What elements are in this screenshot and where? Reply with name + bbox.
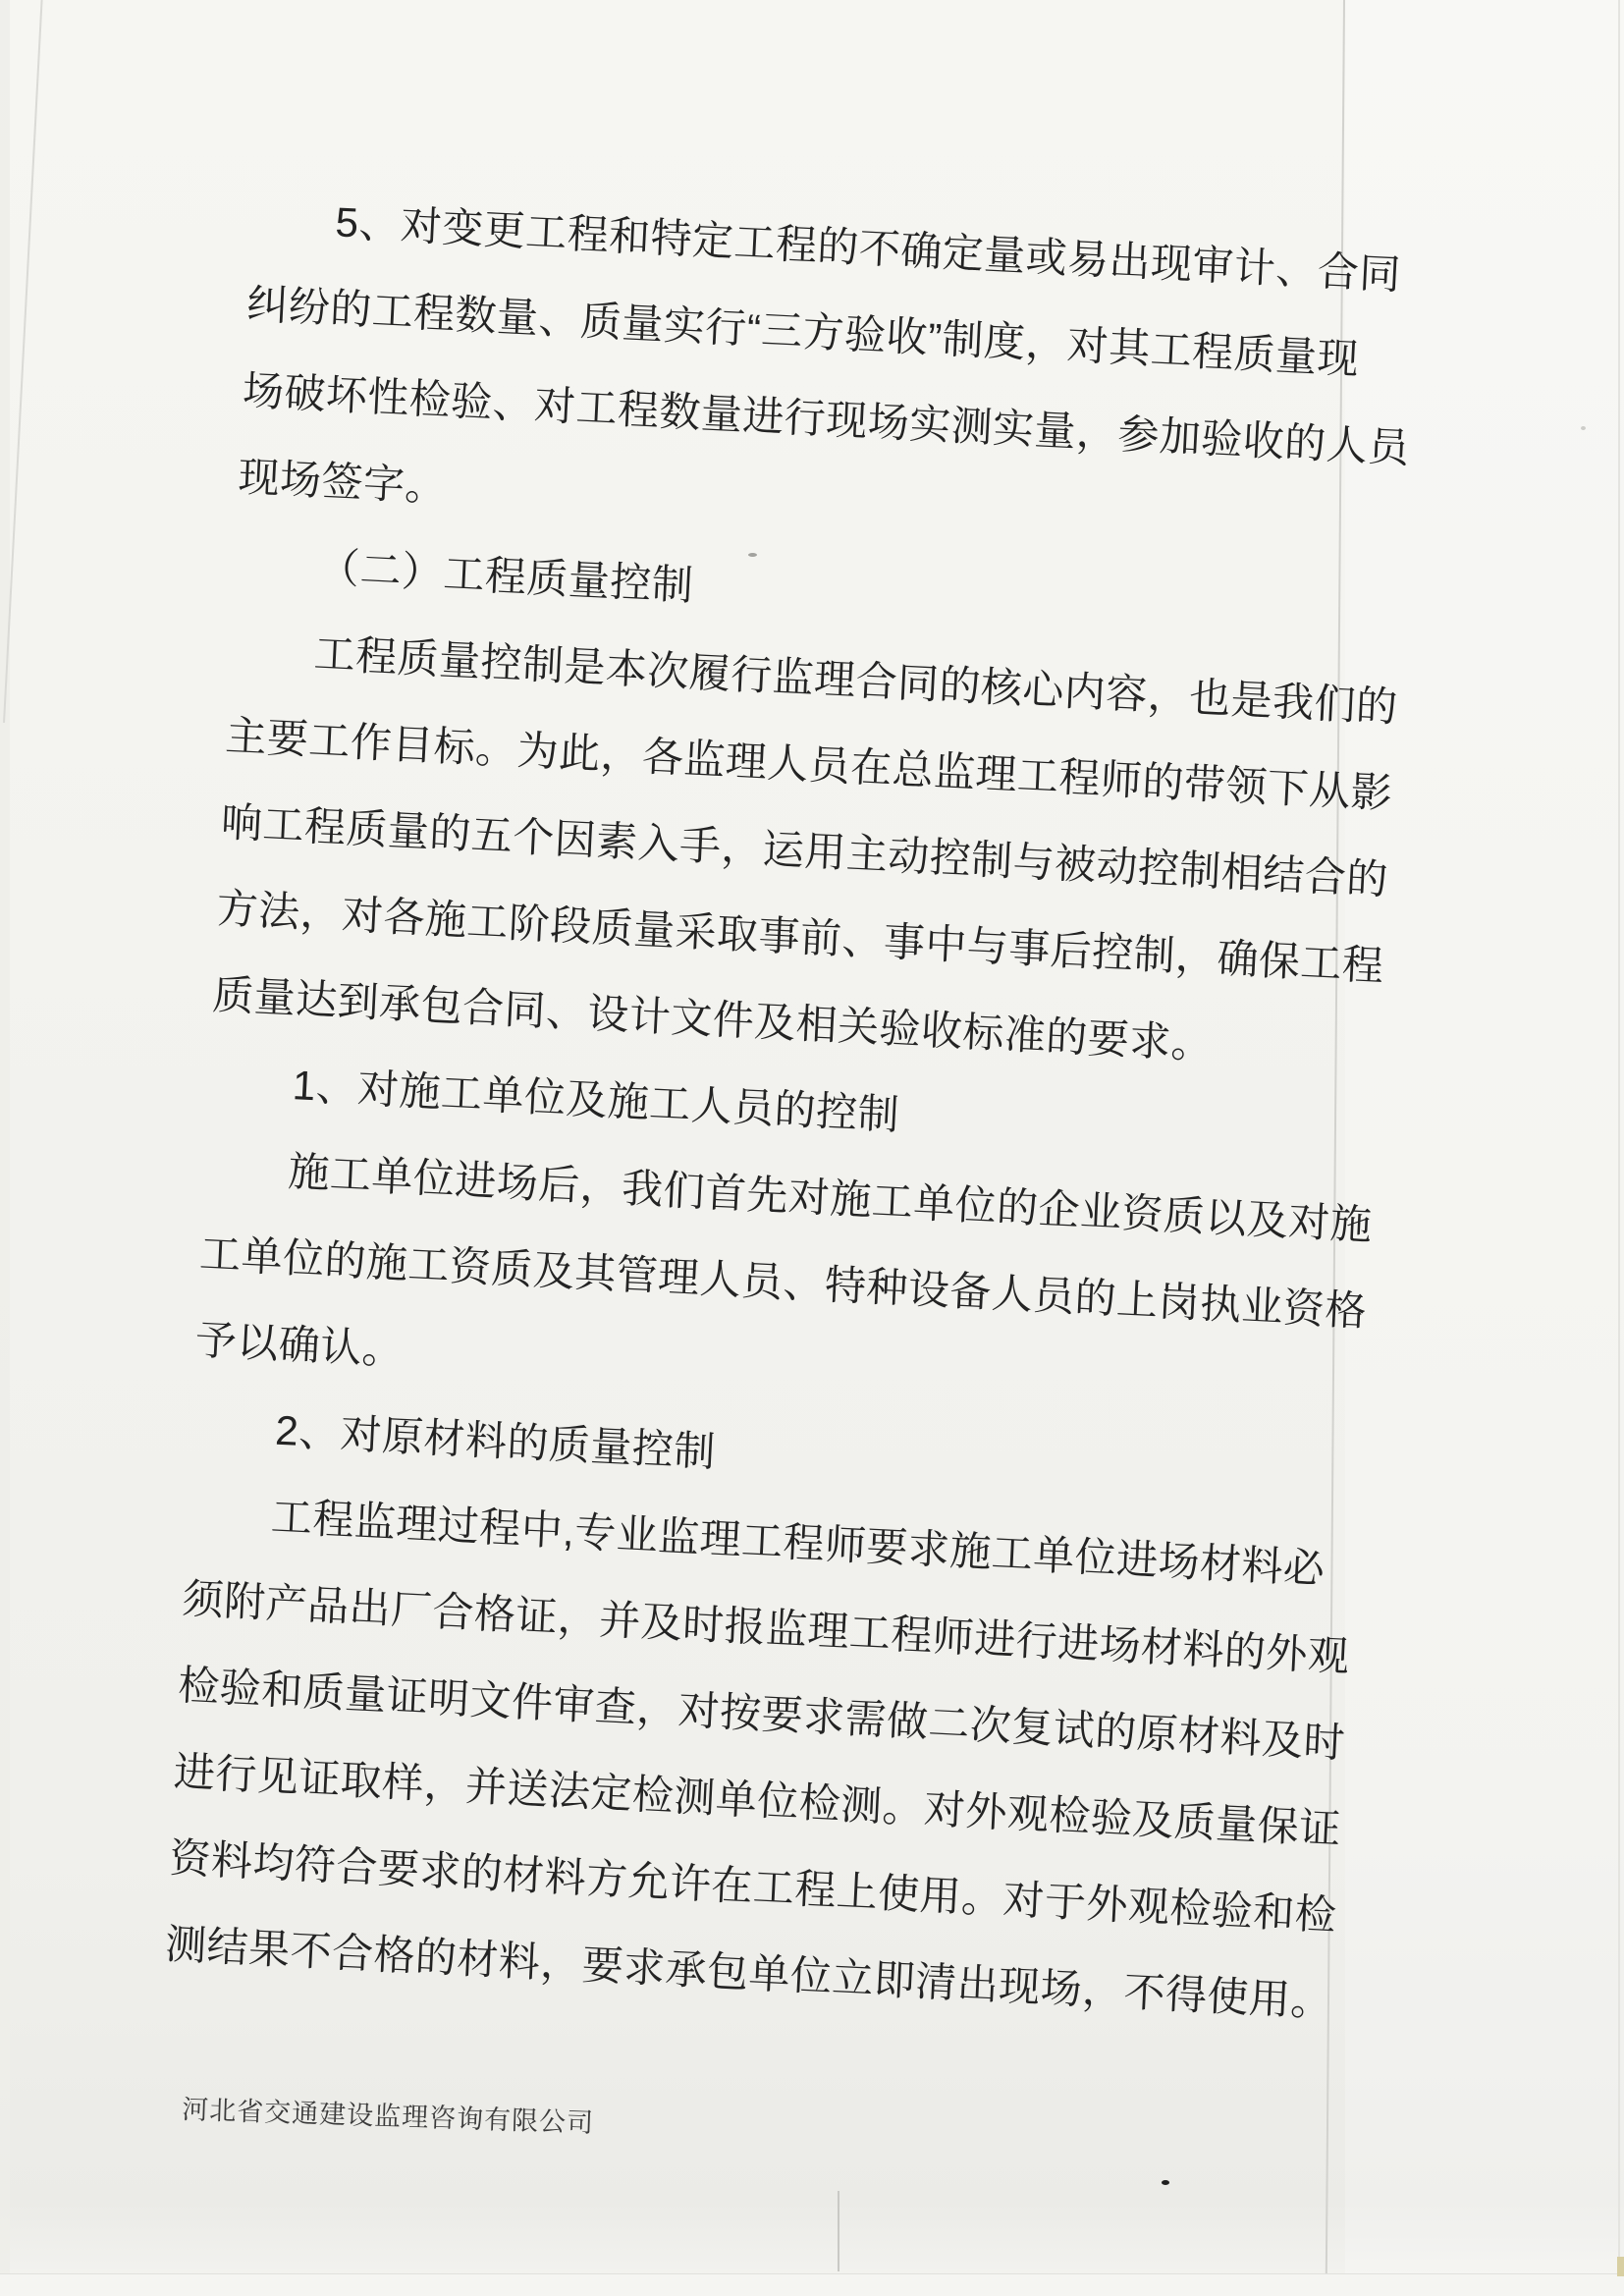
scan-right-edge-line	[1618, 0, 1620, 2296]
scan-bottom-band	[0, 2274, 1624, 2296]
bottom-crease-line	[838, 2191, 839, 2271]
heading-item-1-contractor-personnel-control: 1、对施工单位及施工人员的控制	[291, 1062, 901, 1138]
edge-stain-speck	[1617, 2257, 1624, 2276]
paragraph-quality-control-overview: 工程质量控制是本次履行监理合同的核心内容，也是我们的 主要工作目标。为此，各监理人员在总监理工程师的带领下从影 响工程质量的五个因素入手，运用主动控制与被动控制相结合的 方法，对各施工阶段质量采取事前、事中与事后控制，确保工程 质量达到承包合同、设计文件及相关验收标准的要求。	[211, 629, 1399, 1067]
dust-speck-faint	[1581, 426, 1586, 430]
paragraph-raw-material-inspection: 工程监理过程中,专业监理工程师要求施工单位进场材料必 须附产品出厂合格证，并及时报监理工程师进行进场材料的外观 检验和质量证明文件审查，对按要求需做二次复试的原材料及时 进行见证取样，并送法定检测单位检测。对外观检验及质量保证 资料均符合要求的材料方允许在工程上使用。对于外观检验和检 测结果不合格的材料，要求承包单位立即清出现场，不得使用。	[164, 1493, 1351, 2025]
paragraph-item-5: 5、对变更工程和特定工程的不确定量或易出现审计、合同 纠纷的工程数量、质量实行“三方验收”制度，对其工程质量现 场破坏性检验、对工程数量进行现场实测实量，参加验收的人员 现场签字。	[237, 198, 1411, 511]
heading-section-two-quality-control: （二）工程质量控制	[317, 543, 695, 609]
paragraph-contractor-qualification: 施工单位进场后，我们首先对施工单位的企业资质以及对施 工单位的施工资质及其管理人员、特种设备人员的上岗执业资格 予以确认。	[193, 1148, 1374, 1374]
ink-speck	[1162, 2180, 1169, 2185]
company-footer: 河北省交通建设监理咨询有限公司	[181, 2094, 595, 2138]
heading-item-2-raw-material-control: 2、对原材料的质量控制	[274, 1406, 717, 1475]
document-body	[163, 175, 1444, 2047]
scan-left-edge-band	[0, 0, 10, 2296]
